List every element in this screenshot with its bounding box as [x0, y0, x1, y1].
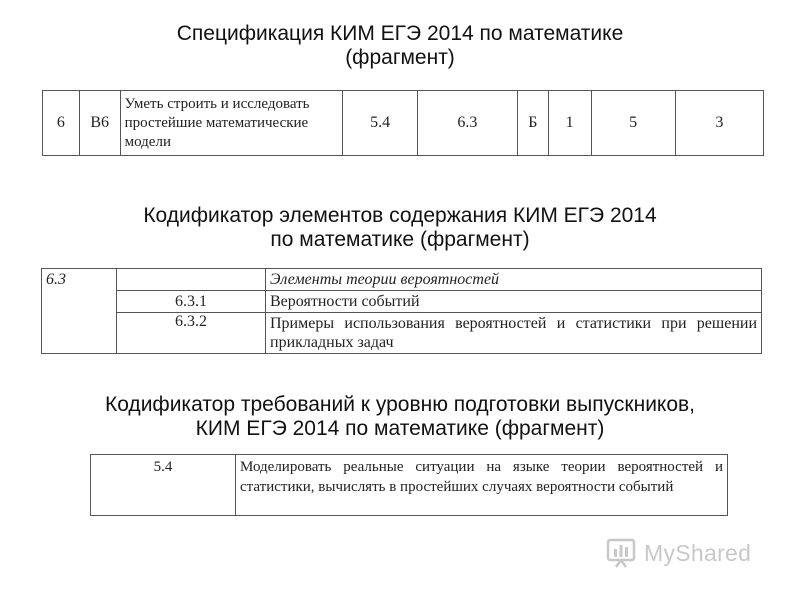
content-heading — [0, 204, 800, 252]
table-cell: 6.3 — [42, 269, 117, 354]
requirements-heading-line2: КИМ ЕГЭ 2014 по математике (фрагмент) — [195, 417, 605, 440]
table-cell: 5.4 — [343, 91, 417, 156]
content-heading-line2: по математике (фрагмент) — [270, 228, 530, 251]
table-cell: 6.3.1 — [117, 291, 266, 313]
table-cell: Уметь строить и исследовать простейшие математические модели — [120, 91, 343, 156]
table-cell: В6 — [79, 91, 120, 156]
table-row — [43, 91, 764, 156]
table-row — [42, 269, 762, 291]
spec-heading — [0, 22, 800, 70]
table-cell — [117, 269, 266, 291]
table-cell: 3 — [675, 91, 763, 156]
watermark-text: MyShared — [644, 539, 752, 566]
requirements-table — [90, 454, 728, 516]
watermark — [606, 538, 751, 568]
table-cell: 5.4 — [91, 455, 236, 516]
spec-heading-line1: Спецификация КИМ ЕГЭ 2014 по математике — [176, 22, 624, 45]
spec-heading-line2: (фрагмент) — [345, 46, 455, 69]
table-cell: 6 — [43, 91, 80, 156]
table-row — [91, 455, 728, 516]
table-row — [42, 291, 762, 313]
table-cell: Примеры использования вероятностей и статистики при решении прикладных задач — [266, 313, 762, 354]
table-cell: Вероятности событий — [266, 291, 762, 313]
table-cell: 1 — [548, 91, 591, 156]
table-cell: Б — [517, 91, 548, 156]
spec-table — [42, 90, 764, 156]
requirements-heading-line1: Кодификатор требований к уровню подготовки выпускников, — [104, 393, 696, 416]
table-cell: Моделировать реальные ситуации на языке теории вероятностей и статистики, вычислять в простейших случаях вероятности событий — [236, 455, 728, 516]
table-cell: Элементы теории вероятностей — [266, 269, 762, 291]
table-cell: 6.3 — [417, 91, 517, 156]
myshared-logo-icon — [606, 538, 636, 568]
table-cell: 6.3.2 — [117, 313, 266, 354]
table-cell: 5 — [591, 91, 675, 156]
content-heading-line1: Кодификатор элементов содержания КИМ ЕГЭ 2014 — [143, 204, 657, 227]
content-table — [41, 268, 762, 354]
table-row — [42, 313, 762, 354]
requirements-heading — [0, 393, 800, 441]
